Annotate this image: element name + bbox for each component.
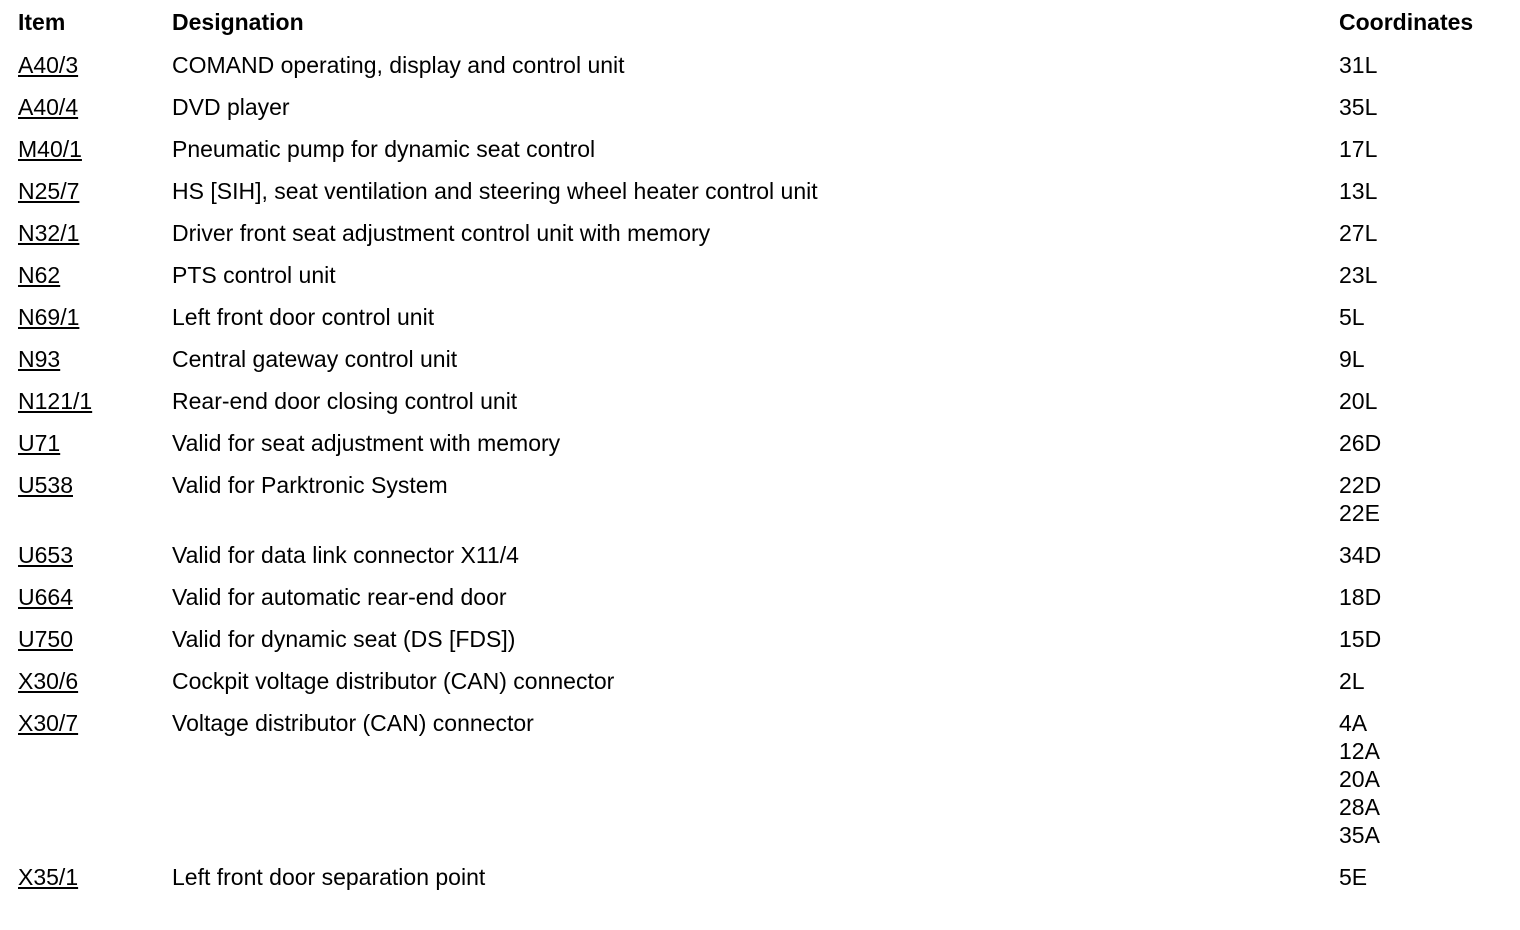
coordinate-value: 23L [1339, 262, 1378, 288]
item-code-link[interactable]: U750 [18, 626, 73, 652]
table-row [0, 422, 1520, 464]
table-header-row [0, 0, 1520, 44]
coordinates-cell [1339, 863, 1520, 891]
item-code-link[interactable]: X30/6 [18, 668, 79, 694]
designation-cell: Valid for Parktronic System [172, 472, 448, 498]
coordinate-value: 35A [1339, 822, 1380, 848]
coordinate-value: 20L [1339, 388, 1378, 414]
coordinate-value: 18D [1339, 584, 1382, 610]
item-code-link[interactable]: U664 [18, 584, 73, 610]
table-row [0, 618, 1520, 660]
item-cell [18, 625, 73, 653]
table-row [0, 856, 1520, 898]
item-cell [18, 219, 79, 247]
coordinates-cell [1339, 345, 1520, 373]
item-cell [18, 387, 92, 415]
coordinates-cell [1339, 51, 1520, 79]
coordinates-cell [1339, 303, 1520, 331]
item-code-link[interactable]: N69/1 [18, 304, 80, 330]
item-cell [18, 93, 78, 121]
designation-cell: HS [SIH], seat ventilation and steering wheel heater control unit [172, 178, 818, 204]
designation-cell: Voltage distributor (CAN) connector [172, 710, 534, 736]
designation-cell: Left front door control unit [172, 304, 435, 330]
item-cell [18, 863, 78, 891]
table-row [0, 338, 1520, 380]
table-row [0, 702, 1520, 856]
item-code-link[interactable]: X35/1 [18, 864, 79, 890]
coordinate-value: 15D [1339, 626, 1382, 652]
table-body [0, 44, 1520, 898]
item-cell [18, 541, 73, 569]
table-row [0, 128, 1520, 170]
table-row [0, 534, 1520, 576]
designation-cell: Rear-end door closing control unit [172, 388, 518, 414]
item-code-link[interactable]: U538 [18, 472, 73, 498]
designation-cell: Pneumatic pump for dynamic seat control [172, 136, 596, 162]
coordinate-value: 12A [1339, 738, 1380, 764]
designation-cell: DVD player [172, 94, 290, 120]
designation-cell: Left front door separation point [172, 864, 486, 890]
coordinate-value: 22E [1339, 500, 1380, 526]
item-cell [18, 303, 79, 331]
item-code-link[interactable]: N121/1 [18, 388, 93, 414]
header-designation: Designation [172, 9, 304, 35]
item-cell [18, 709, 78, 737]
coordinate-value: 27L [1339, 220, 1378, 246]
coordinate-value: 5E [1339, 864, 1368, 890]
coordinates-cell [1339, 625, 1520, 653]
header-item: Item [18, 9, 66, 35]
item-cell [18, 135, 82, 163]
item-code-link[interactable]: U653 [18, 542, 73, 568]
designation-cell: Central gateway control unit [172, 346, 458, 372]
coordinate-value: 31L [1339, 52, 1378, 78]
coordinates-cell [1339, 219, 1520, 247]
item-cell [18, 345, 60, 373]
table-row [0, 44, 1520, 86]
coordinate-value: 17L [1339, 136, 1378, 162]
item-cell [18, 177, 79, 205]
designation-cell: COMAND operating, display and control unit [172, 52, 625, 78]
item-code-link[interactable]: N32/1 [18, 220, 80, 246]
designation-cell: Valid for dynamic seat (DS [FDS]) [172, 626, 516, 652]
coordinate-value: 5L [1339, 304, 1365, 330]
designation-cell: Valid for automatic rear-end door [172, 584, 507, 610]
table-row [0, 660, 1520, 702]
coordinates-cell [1339, 387, 1520, 415]
item-cell [18, 261, 60, 289]
table-row [0, 212, 1520, 254]
designation-cell: Valid for seat adjustment with memory [172, 430, 561, 456]
table-row [0, 296, 1520, 338]
coordinate-value: 26D [1339, 430, 1382, 456]
coordinates-cell [1339, 135, 1520, 163]
coordinates-cell [1339, 667, 1520, 695]
item-code-link[interactable]: A40/3 [18, 52, 79, 78]
coordinate-value: 2L [1339, 668, 1365, 694]
coordinate-value: 28A [1339, 794, 1380, 820]
coordinate-value: 20A [1339, 766, 1380, 792]
item-cell [18, 471, 73, 499]
item-code-link[interactable]: M40/1 [18, 136, 82, 162]
coordinates-cell [1339, 261, 1520, 289]
coordinate-value: 22D [1339, 472, 1382, 498]
table-row [0, 464, 1520, 534]
table-row [0, 170, 1520, 212]
header-coordinates: Coordinates [1339, 9, 1474, 35]
item-cell [18, 667, 78, 695]
coordinates-cell [1339, 541, 1520, 569]
designation-cell: Valid for data link connector X11/4 [172, 542, 519, 568]
item-code-link[interactable]: X30/7 [18, 710, 79, 736]
designation-cell: PTS control unit [172, 262, 336, 288]
item-code-link[interactable]: U71 [18, 430, 61, 456]
item-code-link[interactable]: N25/7 [18, 178, 80, 204]
coordinates-cell [1339, 93, 1520, 121]
coordinates-cell [1339, 177, 1520, 205]
item-code-link[interactable]: A40/4 [18, 94, 79, 120]
designation-cell: Driver front seat adjustment control unit with memory [172, 220, 711, 246]
item-code-link[interactable]: N62 [18, 262, 61, 288]
coordinates-cell [1339, 709, 1520, 849]
designation-cell: Cockpit voltage distributor (CAN) connector [172, 668, 615, 694]
coordinate-value: 13L [1339, 178, 1378, 204]
table-row [0, 380, 1520, 422]
coordinate-value: 35L [1339, 94, 1378, 120]
coordinate-value: 4A [1339, 710, 1368, 736]
coordinate-value: 9L [1339, 346, 1365, 372]
coordinates-cell [1339, 471, 1520, 527]
table-row [0, 86, 1520, 128]
item-cell [18, 429, 60, 457]
table-row [0, 254, 1520, 296]
item-cell [18, 51, 78, 79]
table-row [0, 576, 1520, 618]
item-code-link[interactable]: N93 [18, 346, 61, 372]
coordinates-cell [1339, 583, 1520, 611]
coordinate-value: 34D [1339, 542, 1382, 568]
item-cell [18, 583, 73, 611]
coordinates-cell [1339, 429, 1520, 457]
